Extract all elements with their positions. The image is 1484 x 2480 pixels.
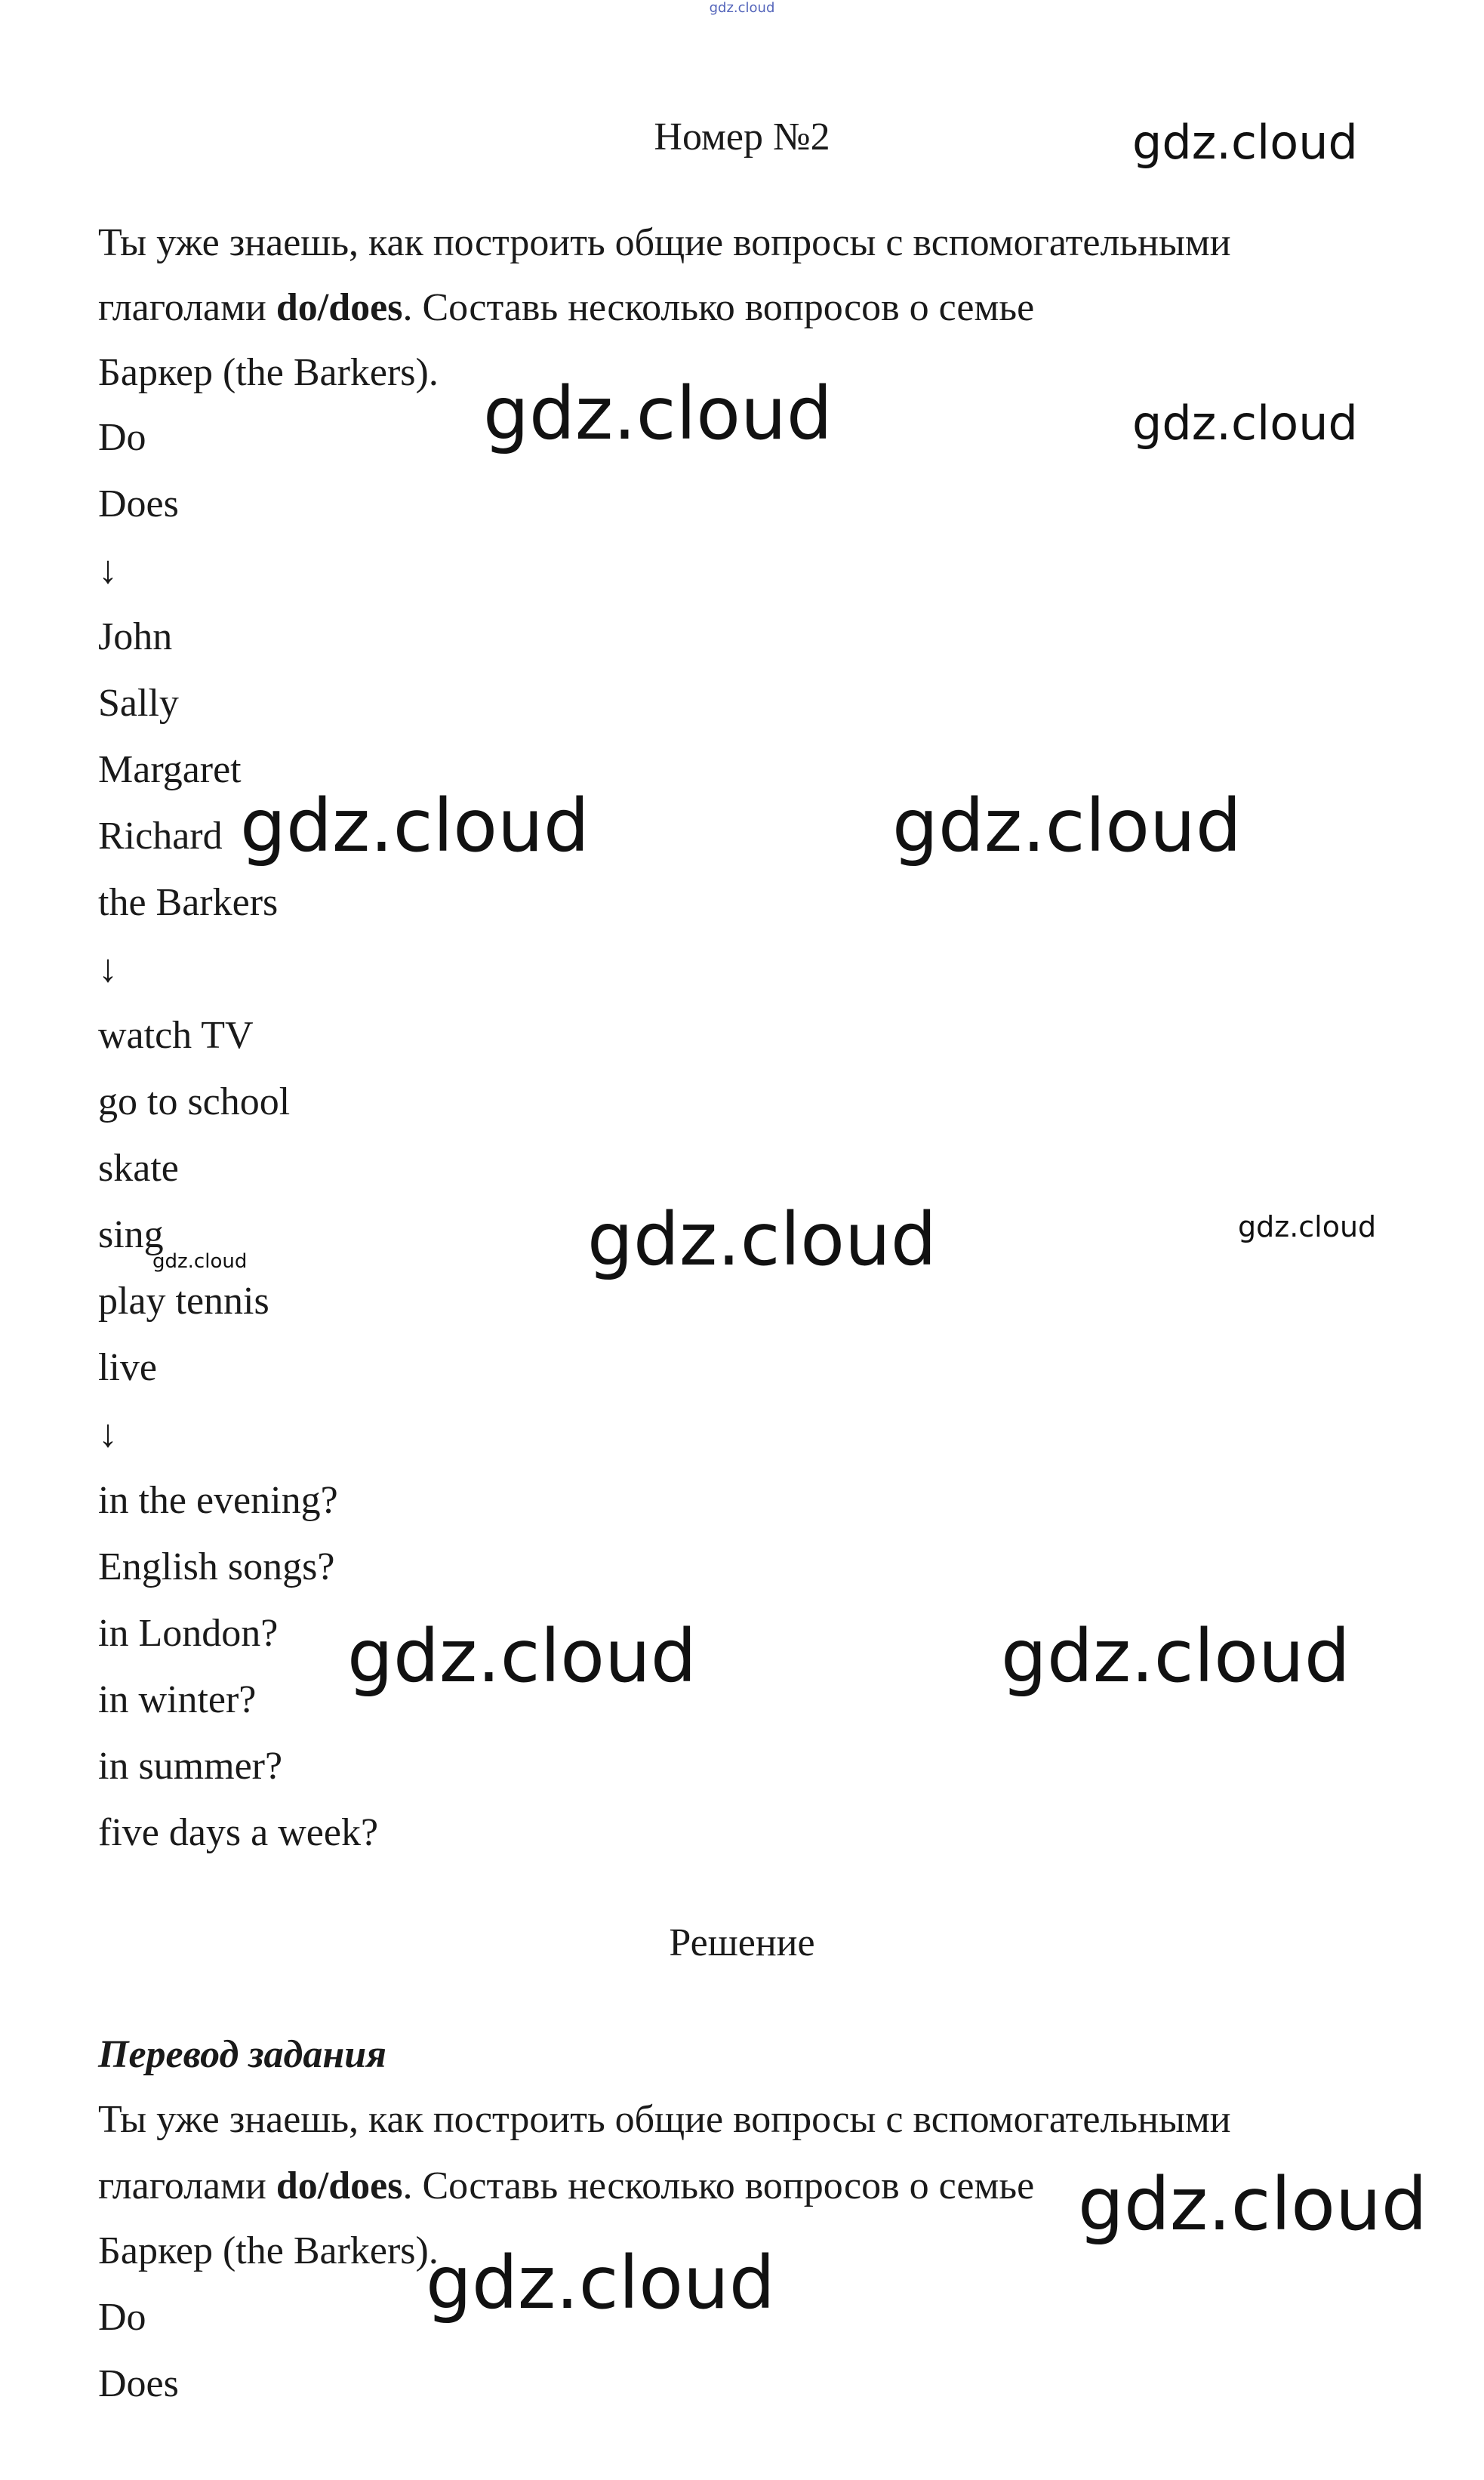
solution-list-item-auxiliary: Does [98,2362,179,2405]
watermark: gdz.cloud [240,784,590,868]
watermark: gdz.cloud [426,2241,775,2325]
list-item-verb: sing [98,1213,164,1256]
page-title: Номер №2 [654,116,830,159]
task-intro-line-2-bold: do/does [276,286,403,329]
top-watermark: gdz.cloud [709,0,775,16]
list-item-ending: English songs? [98,1545,335,1588]
task-intro-line-3: Баркер (the Barkers). [98,351,439,394]
watermark: gdz.cloud [483,371,833,456]
watermark: gdz.cloud [347,1614,697,1699]
solution-list-item-auxiliary: Do [98,2296,146,2339]
list-item-auxiliary: Does [98,482,179,525]
watermark: gdz.cloud [152,1250,248,1273]
solution-intro-line-3: Баркер (the Barkers). [98,2229,439,2272]
solution-intro-line-2-bold: do/does [276,2164,403,2207]
task-intro-line-2-suffix: . Составь несколько вопросов о семье [402,286,1035,329]
arrow-down-icon: ↓ [98,947,118,990]
list-item-ending: in the evening? [98,1479,338,1522]
list-item-ending: in winter? [98,1678,257,1721]
watermark: gdz.cloud [892,784,1242,868]
translation-heading: Перевод задания [98,2033,386,2076]
task-intro-line-2 [98,284,1034,332]
arrow-down-icon: ↓ [98,549,118,592]
list-item-verb: live [98,1346,157,1389]
list-item-subject: Margaret [98,748,242,791]
task-intro-line-1: Ты уже знаешь, как построить общие вопросы с вспомогательными [98,221,1231,264]
list-item-verb: watch TV [98,1014,254,1057]
list-item-ending: five days a week? [98,1811,379,1854]
arrow-down-icon: ↓ [98,1413,118,1456]
list-item-ending: in summer? [98,1745,283,1788]
watermark: gdz.cloud [1238,1210,1377,1243]
solution-heading: Решение [669,1921,815,1964]
list-item-subject: John [98,615,173,658]
solution-intro-line-2-suffix: . Составь несколько вопросов о семье [402,2164,1035,2207]
list-item-ending: in London? [98,1612,279,1655]
list-item-verb: skate [98,1147,179,1190]
watermark: gdz.cloud [1132,115,1358,170]
list-item-auxiliary: Do [98,416,146,459]
list-item-subject: Richard [98,815,223,858]
list-item-subject: Sally [98,682,179,725]
watermark: gdz.cloud [1132,396,1358,451]
list-item-subject: the Barkers [98,881,279,924]
solution-intro-line-2-prefix: глаголами [98,2164,276,2207]
list-item-verb: play tennis [98,1280,269,1323]
task-intro-line-2-prefix: глаголами [98,286,276,329]
watermark: gdz.cloud [1001,1614,1350,1699]
solution-intro-line-2 [98,2162,1034,2210]
list-item-verb: go to school [98,1080,291,1123]
watermark: gdz.cloud [587,1197,937,1282]
solution-intro-line-1: Ты уже знаешь, как построить общие вопросы с вспомогательными [98,2098,1231,2141]
watermark: gdz.cloud [1078,2162,1427,2247]
